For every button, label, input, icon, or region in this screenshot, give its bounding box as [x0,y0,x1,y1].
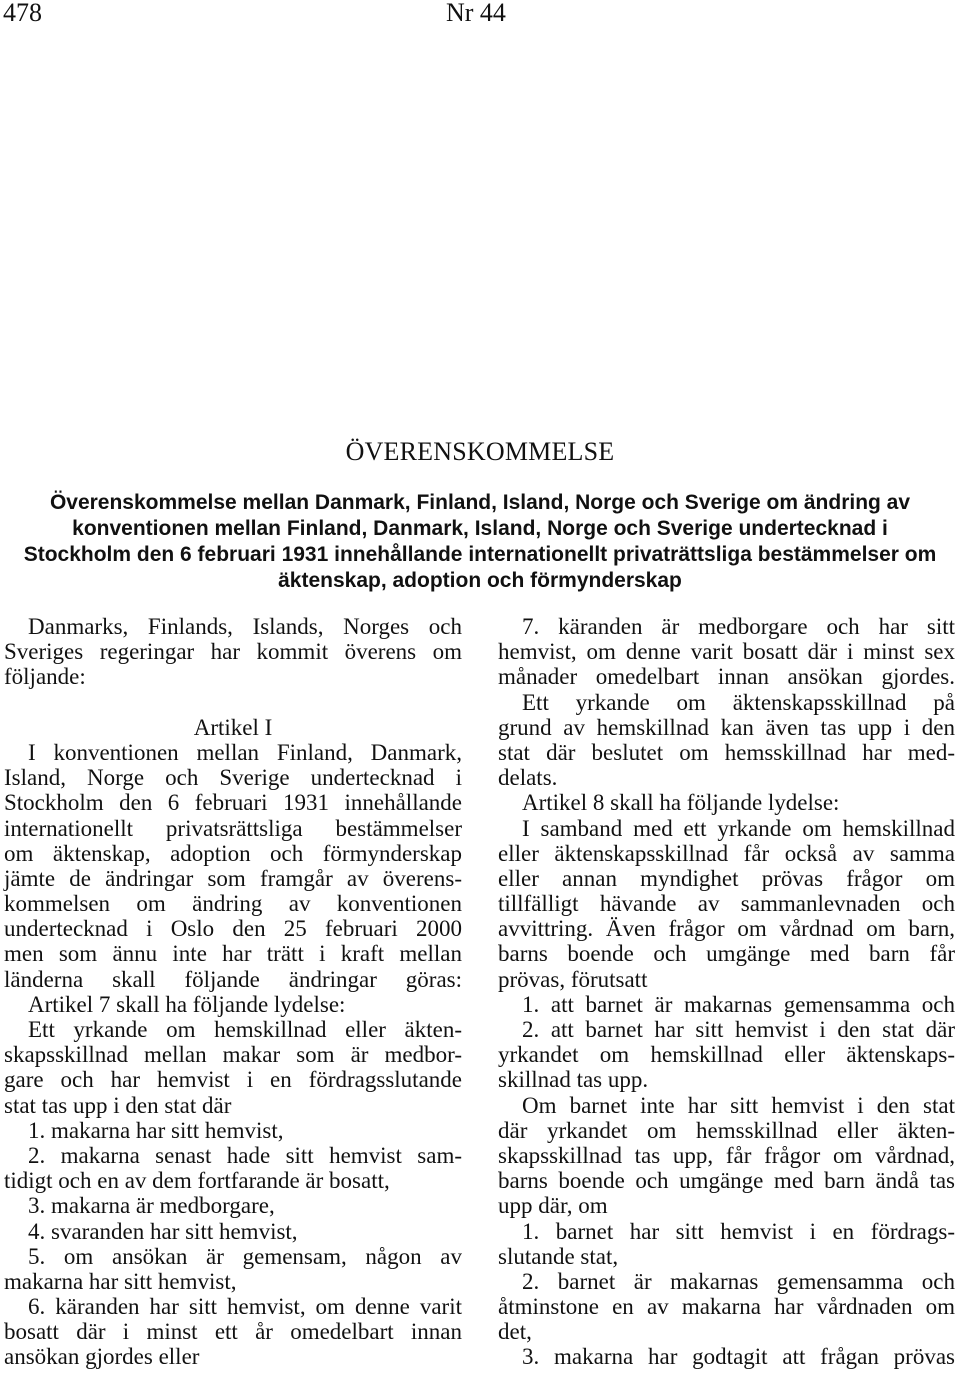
text-line: följande: [4,664,86,690]
text-line: hemvist, om denne varit bosatt där i minst sex [498,639,955,665]
text-line: skapsskillnad tas upp, får frågor om vårdnad, [498,1142,955,1168]
subtitle-line: konventionen mellan Finland, Danmark, Island, Norge och Sverige undertecknad i [72,517,888,540]
text-line: 7. käranden är medborgare och har sitt [522,614,955,639]
text-line: där yrkandet om hemsskillnad eller äkten- [498,1117,955,1143]
text-line: yrkandet om hemskillnad eller äktenskaps- [498,1042,955,1068]
left-column [4,614,462,1370]
text-line: Om barnet inte har sitt hemvist i den stat [522,1092,955,1118]
text-line: länderna skall följande ändringar göras: [4,966,462,992]
text-line: 3. makarna är medborgare, [28,1193,275,1219]
text-line: skapsskillnad mellan makar som är medbor- [4,1042,462,1068]
text-line: 5. om ansökan är gemensam, någon av [28,1243,462,1269]
text-line: åtminstone en av makarna har vårdnaden om [498,1294,955,1320]
text-line: Sveriges regeringar har kommit överens om [4,639,462,665]
text-line: eller äktenskapsskillnad får också av samma [498,840,955,866]
issue-number: Nr 44 [446,0,506,27]
text-line: Artikel I [193,714,273,740]
text-line: 6. käranden har sitt hemvist, om denne varit [28,1294,462,1320]
right-column [498,614,955,1370]
text-line: barns boende och umgänge med barn får [498,941,955,967]
text-line: Stockholm den 6 februari 1931 innehållande [4,790,462,816]
document-title: ÖVERENSKOMMELSE [345,437,615,466]
text-line: avvittring. Även frågor om vårdnad om barn, [498,916,955,942]
text-line: månader omedelbart innan ansökan gjordes. [498,664,955,690]
text-line: 1. att barnet är makarnas gemensamma och [522,991,955,1017]
text-line: grund av hemskillnad kan även tas upp i den [498,714,955,740]
subtitle-line: Stockholm den 6 februari 1931 innehållande internationellt privaträttsliga bestämmelser om [23,543,937,566]
text-line: barns boende och umgänge med barn ändå tas [498,1168,955,1194]
text-line: Danmarks, Finlands, Islands, Norges och [28,614,462,639]
text-line: 1. makarna har sitt hemvist, [28,1117,284,1143]
text-line: bosatt där i minst ett år omedelbart innan [4,1319,462,1345]
text-line: I konventionen mellan Finland, Danmark, [28,739,462,765]
text-line: 4. svaranden har sitt hemvist, [28,1218,298,1244]
text-line: 1. barnet har sitt hemvist i en fördrags- [522,1218,955,1244]
text-line: internationellt privatsrättsliga bestämmelser [4,815,462,841]
text-line: Ett yrkande om äktenskapsskillnad på [522,689,955,715]
text-line: delats. [498,765,558,791]
text-line: skillnad tas upp. [498,1067,649,1093]
text-line: tidigt och en av dem fortfarande är bosatt, [4,1168,390,1194]
text-line: 2. att barnet har sitt hemvist i den stat där [522,1017,955,1042]
text-line: det, [498,1319,532,1345]
text-line: jämte de ändringar som framgår av överens- [4,865,462,891]
text-line: prövas, förutsatt [498,966,648,992]
text-line: undertecknad i Oslo den 25 februari 2000 [4,916,462,942]
page-number: 478 [3,0,42,27]
text-line: makarna har sitt hemvist, [4,1268,237,1294]
text-line: I samband med ett yrkande om hemskillnad [522,815,955,841]
text-line: gare och har hemvist i en fördragsslutande [4,1067,462,1093]
text-line: om äktenskap, adoption och förmynderskap [4,840,462,866]
text-line: stat där beslutet om hemsskillnad har med- [498,739,955,765]
text-line: men som ännu inte har trätt i kraft mellan [4,941,462,967]
text-line: 2. makarna senast hade sitt hemvist sam- [28,1142,462,1168]
text-line [4,690,462,715]
text-line: 2. barnet är makarnas gemensamma och [522,1268,955,1294]
text-line: slutande stat, [498,1243,619,1269]
text-line: upp där, om [498,1193,608,1219]
text-line: ansökan gjordes eller [4,1344,200,1370]
subtitle-line: äktenskap, adoption och förmynderskap [278,569,682,592]
subtitle-line: Överenskommelse mellan Danmark, Finland, Island, Norge och Sverige om ändring av [49,491,911,514]
text-line: eller annan myndighet prövas frågor om [498,865,955,891]
text-line: tillfälligt hävande av sammanlevnaden och [498,891,955,917]
text-line: Artikel 8 skall ha följande lydelse: [522,790,840,816]
text-line: kommelsen om ändring av konventionen [4,891,462,917]
text-line: stat tas upp i den stat där [4,1092,232,1118]
text-line: Island, Norge och Sverige undertecknad i [4,765,462,791]
text-line: Artikel 7 skall ha följande lydelse: [28,991,346,1017]
text-line: 3. makarna har godtagit att frågan prövas [522,1344,955,1370]
text-line: Ett yrkande om hemskillnad eller äkten- [28,1017,462,1042]
